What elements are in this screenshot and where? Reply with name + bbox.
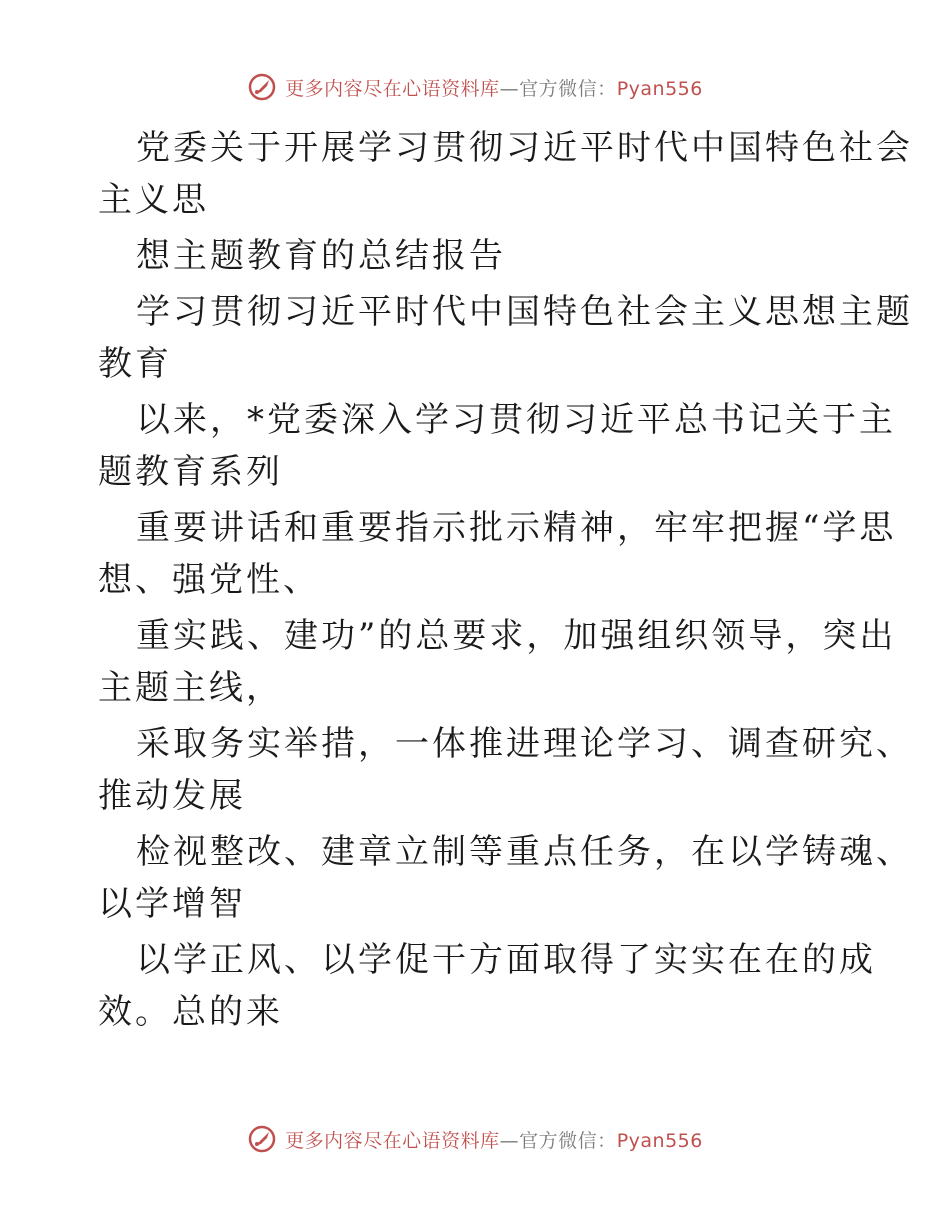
watermark-wechat-label: 官方微信： [519,77,617,100]
quill-seal-icon [247,1124,277,1154]
watermark-text: 更多内容尽在心语资料库 [285,77,500,100]
text-line: 重实践、建功”的总要求，加强组织领导，突出 [136,616,897,656]
watermark-wechat-id: Pyan556 [616,1129,703,1152]
text-line: 以来，*党委深入学习贯彻习近平总书记关于主 [136,400,896,440]
text-line: 重要讲话和重要指示批示精神，牢牢把握“学思 [136,508,897,548]
text-line: 主义思 [98,180,209,220]
text-line: 学习贯彻习近平时代中国特色社会主义思想主题 [136,292,913,332]
text-line: 推动发展 [98,776,246,816]
document-body [98,122,913,1038]
text-line: 想、强党性、 [98,560,320,600]
watermark-wechat-label: 官方微信： [519,1129,617,1152]
text-line: 题教育系列 [98,452,283,492]
watermark-dash: — [499,77,520,100]
watermark-text: 更多内容尽在心语资料库 [285,1129,500,1152]
watermark-wechat-id: Pyan556 [616,77,703,100]
text-line: 效。总的来 [98,992,283,1032]
text-line: 党委关于开展学习贯彻习近平时代中国特色社会 [136,128,913,168]
text-line: 以学正风、以学促干方面取得了实实在在的成 [136,940,876,980]
text-line: 主题主线， [98,668,283,708]
watermark-dash: — [499,1129,520,1152]
text-line: 想主题教育的总结报告 [136,236,506,276]
watermark-text-group [285,1126,703,1153]
text-line: 教育 [98,344,172,384]
text-line: 采取务实举措，一体推进理论学习、调查研究、 [136,724,913,764]
text-line: 检视整改、建章立制等重点任务，在以学铸魂、 [136,832,913,872]
quill-seal-icon [247,72,277,102]
header-watermark [0,72,950,102]
footer-watermark [0,1124,950,1154]
text-line: 以学增智 [98,884,246,924]
watermark-text-group [285,74,703,101]
